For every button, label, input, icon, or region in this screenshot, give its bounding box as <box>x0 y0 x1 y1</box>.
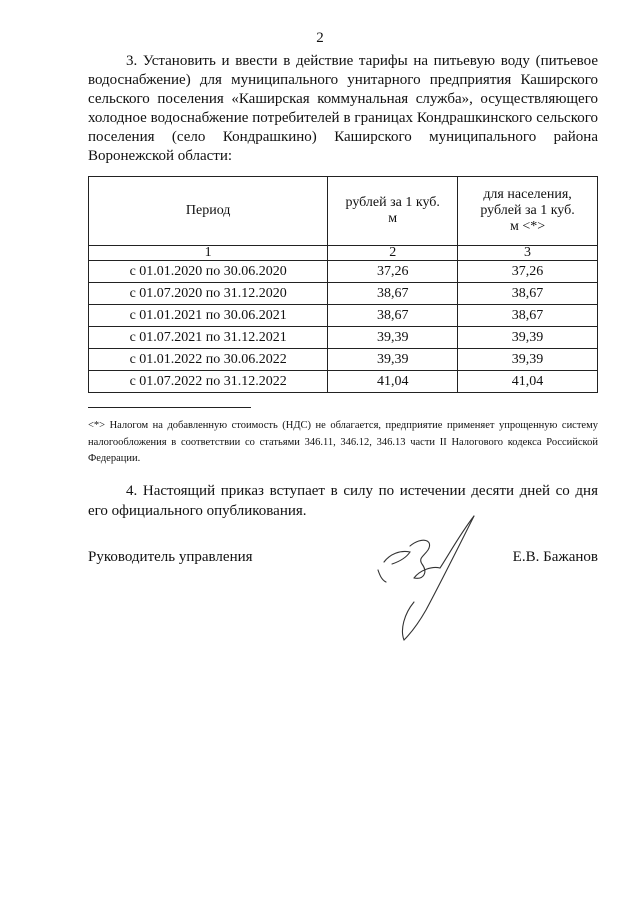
column-number: 1 <box>89 246 328 261</box>
signatory-name: Е.В. Бажанов <box>512 549 598 565</box>
table-row <box>89 371 598 393</box>
paragraph-3 <box>88 52 598 166</box>
footnote-divider <box>88 407 251 408</box>
rate-cell: 38,67 <box>328 283 458 305</box>
population-rate-cell: 38,67 <box>458 283 598 305</box>
paragraph-4-text: 4. Настоящий приказ вступает в силу по истечении десяти дней со дня его официального опубликования. <box>88 483 598 519</box>
paragraph-3-text: 3. Установить и ввести в действие тарифы на питьевую воду (питьевое водоснабжение) для муниципального унитарного предприятия Каширского сельского поселения «Каширская коммунальная служба», осуществляющего холодное водоснабжение потребителей в границах Кондрашкинского сельского поселения (село Кондрашкино) Каширского муниципального района Воронежской области: <box>88 53 598 164</box>
column-number: 3 <box>458 246 598 261</box>
population-rate-cell: 41,04 <box>458 371 598 393</box>
table-header-row <box>89 177 598 246</box>
tariff-table <box>88 176 598 393</box>
table-row <box>89 327 598 349</box>
population-rate-cell: 37,26 <box>458 261 598 283</box>
column-number-row <box>89 246 598 261</box>
rate-cell: 39,39 <box>328 327 458 349</box>
signatory-role: Руководитель управления <box>88 549 253 565</box>
population-rate-cell: 39,39 <box>458 327 598 349</box>
population-rate-cell: 39,39 <box>458 349 598 371</box>
period-cell: с 01.07.2021 по 31.12.2021 <box>89 327 328 349</box>
paragraph-4 <box>88 481 598 521</box>
header-population-rate: для населения, рублей за 1 куб. м <*> <box>458 177 598 246</box>
period-cell: с 01.01.2021 по 30.06.2021 <box>89 305 328 327</box>
handwritten-signature <box>370 510 490 650</box>
table-row <box>89 349 598 371</box>
rate-cell: 41,04 <box>328 371 458 393</box>
period-cell: с 01.07.2020 по 31.12.2020 <box>89 283 328 305</box>
table-row <box>89 283 598 305</box>
header-rate: рублей за 1 куб. м <box>328 177 458 246</box>
table-row <box>89 305 598 327</box>
column-number: 2 <box>328 246 458 261</box>
rate-cell: 38,67 <box>328 305 458 327</box>
rate-cell: 39,39 <box>328 349 458 371</box>
header-period: Период <box>89 177 328 246</box>
table-row <box>89 261 598 283</box>
footnote: <*> Налогом на добавленную стоимость (НДС) не облагается, предприятие применяет упрощенную систему налогообложения в соответствии со статьями 346.11, 346.12, 346.13 части II Налогового кодекса Российской Федерации. <box>88 420 598 464</box>
period-cell: с 01.07.2022 по 31.12.2022 <box>89 371 328 393</box>
rate-cell: 37,26 <box>328 261 458 283</box>
period-cell: с 01.01.2022 по 30.06.2022 <box>89 349 328 371</box>
page-number: 2 <box>316 30 324 46</box>
population-rate-cell: 38,67 <box>458 305 598 327</box>
period-cell: с 01.01.2020 по 30.06.2020 <box>89 261 328 283</box>
